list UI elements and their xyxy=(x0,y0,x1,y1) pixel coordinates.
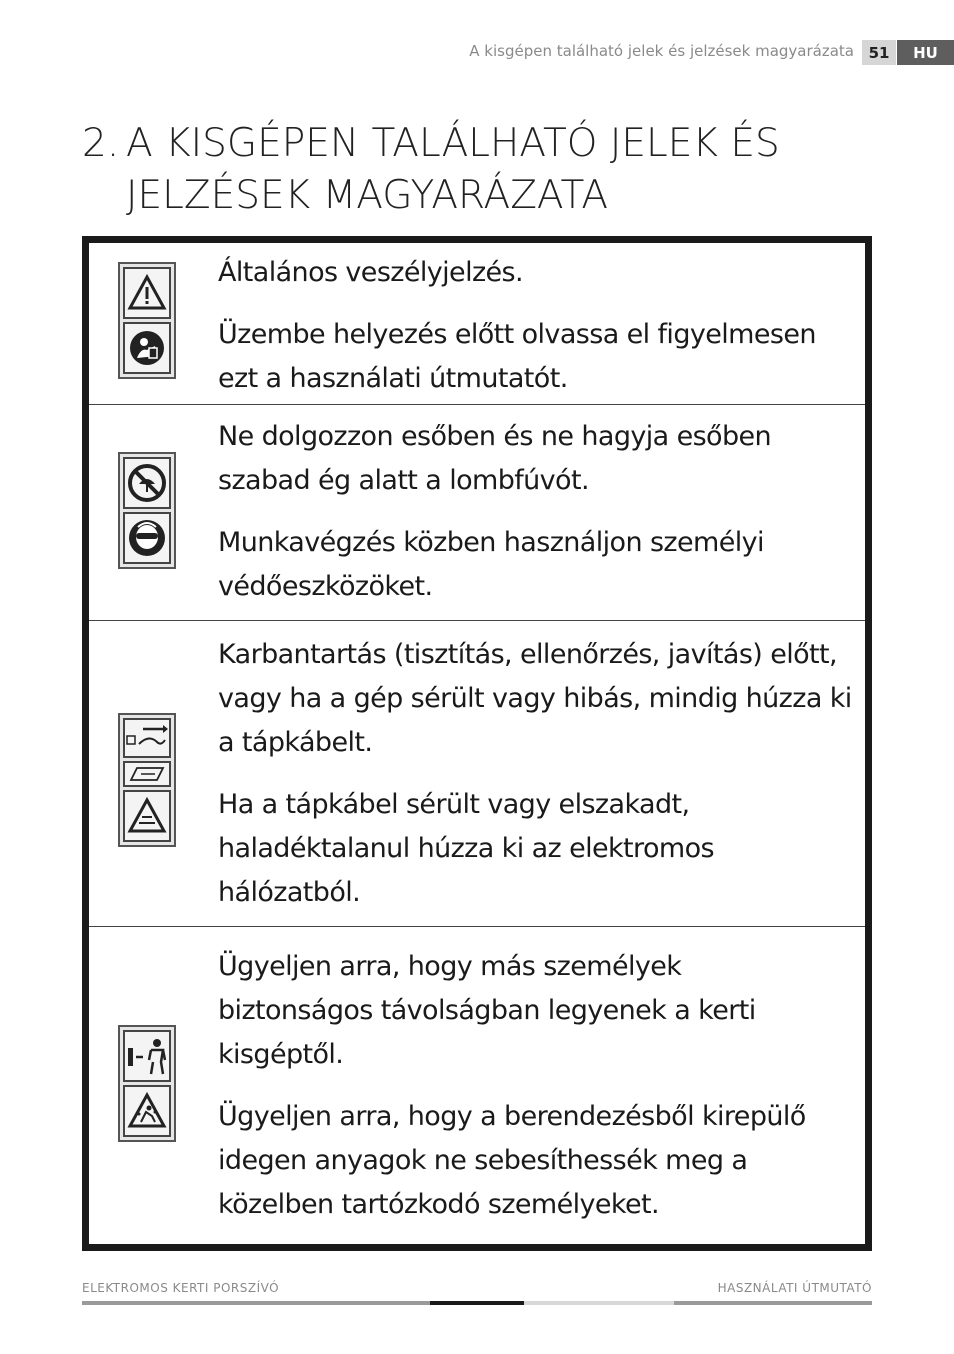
flying-debris-icon xyxy=(123,1085,171,1137)
row-text xyxy=(218,251,857,401)
footer-product-name: ELEKTROMOS KERTI PORSZÍVÓ xyxy=(82,1281,280,1295)
description-text: Munkavégzés közben használjon személyi védőeszközöket. xyxy=(218,527,764,602)
title-line-2: JELZÉSEK MAGYARÁZATA xyxy=(126,173,609,218)
wear-protection-icon xyxy=(123,512,171,564)
sign-plate xyxy=(118,262,180,379)
section-number: 2. xyxy=(82,121,120,166)
description-text: Üzembe helyezés előtt olvassa el figyelmesen ezt a használati útmutatót. xyxy=(218,319,816,394)
electric-hazard-icon xyxy=(123,790,171,842)
row-text xyxy=(218,633,857,915)
no-rain-icon xyxy=(123,457,171,509)
row-text xyxy=(218,945,857,1227)
unplug-cable-icon xyxy=(123,718,171,758)
symbols-table xyxy=(82,236,872,1251)
sign-plate xyxy=(118,1025,180,1142)
footer-rule-segment xyxy=(430,1301,524,1305)
sign-plate xyxy=(118,452,180,569)
row-text xyxy=(218,415,857,609)
table-row xyxy=(89,620,865,927)
title-line-1: A KISGÉPEN TALÁLHATÓ JELEK ÉS xyxy=(126,121,780,166)
keep-distance-icon xyxy=(123,1030,171,1082)
table-row xyxy=(89,404,865,621)
description-text: Ügyeljen arra, hogy a berendezésből kirepülő idegen anyagok ne sebesíthessék meg a közelben tartózkodó személyeket. xyxy=(218,1101,806,1220)
read-manual-icon xyxy=(123,322,171,374)
description-text: Általános veszélyjelzés. xyxy=(218,257,523,288)
table-row xyxy=(89,926,865,1245)
footer-rule-segment xyxy=(674,1301,872,1305)
description-text: Ügyeljen arra, hogy más személyek biztonságos távolságban legyenek a kerti kisgéptől. xyxy=(218,951,756,1070)
running-header: A kisgépen található jelek és jelzések magyarázata xyxy=(469,42,854,60)
sign-plate xyxy=(118,713,180,847)
table-row xyxy=(89,243,865,404)
footer-document-type: HASZNÁLATI ÚTMUTATÓ xyxy=(717,1281,872,1295)
description-text: Karbantartás (tisztítás, ellenőrzés, javítás) előtt, vagy ha a gép sérült vagy hibás, mindig húzza ki a tápkábelt. xyxy=(218,639,852,758)
language-badge: HU xyxy=(897,40,954,65)
page-number: 51 xyxy=(862,40,896,65)
description-text: Ne dolgozzon esőben és ne hagyja esőben szabad ég alatt a lombfúvót. xyxy=(218,421,772,496)
footer-rule-segment xyxy=(524,1301,674,1305)
damaged-cable-icon xyxy=(123,761,171,787)
warning-triangle-icon xyxy=(123,267,171,319)
page-title xyxy=(82,118,882,222)
footer-rule-segment xyxy=(82,1301,430,1305)
description-text: Ha a tápkábel sérült vagy elszakadt, haladéktalanul húzza ki az elektromos hálózatból. xyxy=(218,789,714,908)
